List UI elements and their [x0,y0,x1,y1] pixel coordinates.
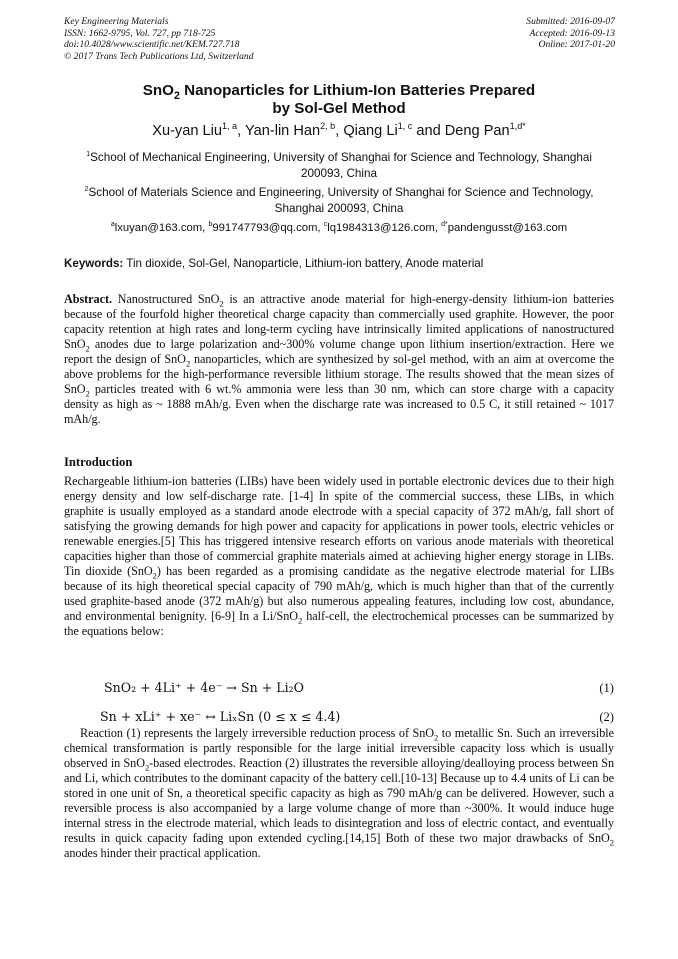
subscript: 2 [219,298,224,309]
affiliation-2 [64,185,614,216]
abstract [64,292,614,427]
abstract-text: anodes due to large polarization and~300% volume change upon lithium insertion/extraction. Here we report the design of SnO [64,337,614,367]
journal-info [64,16,254,62]
equation-body: Sn + xLi⁺ + xe⁻ ↔ LiₓSn (0 ≤ x ≤ 4.4) [100,709,341,724]
date-info [526,16,615,51]
subscript: 2 [185,358,191,369]
title-line1: Nanoparticles for Lithium-Ion Batteries Prepared [179,82,536,99]
intro-paragraph-1 [64,474,614,640]
subscript: 2 [85,388,90,399]
copyright-line: © 2017 Trans Tech Publications Ltd, Switzerland [64,50,254,62]
author-affil-mark: 1,d* [509,121,526,132]
abstract-text: nanoparticles, which are synthesized by sol-gel method, with an aim at overcome the above problems for the high-performance reversible lithium storage. The results showed that the mean sizes of SnO [64,352,615,397]
journal-name: Key Engineering Materials [64,16,169,27]
keywords-text: Tin dioxide, Sol-Gel, Nanoparticle, Lithium-ion battery, Anode material [126,257,484,270]
author-name: Yan-lin Han [244,123,321,139]
author-name: Xu-yan Liu [152,123,222,139]
doi-link[interactable]: doi:10.4028/www.scientific.net/KEM.727.718 [64,39,240,50]
author-name: Deng Pan [444,123,510,139]
subscript: 2 [85,343,90,354]
email-mark: a [110,221,115,229]
email-link[interactable]: lxuyan@163.com [114,222,203,234]
equation-number: (1) [599,681,614,695]
abstract-text: Nanostructured SnO [111,292,220,306]
equation-body: SnO₂ + 4Li⁺ + 4e⁻ → Sn + Li₂O [104,680,305,695]
paper-title [64,82,614,118]
abstract-text: particles treated with 6 wt.% ammonia were less than 30 nm, which can store charge with a capacity density as high as ~ 1888 mAh/g. Even when the discharge rate was increased to 0.5 C, it still retained ~ 1017 mAh/g. [64,382,614,427]
intro-text: anodes hinder their practical application. [64,846,261,861]
title-line2: by Sol-Gel Method [272,100,406,117]
intro-text: -based electrodes. Reaction (2) illustrates the reversible alloying/dealloying process between Sn and Li, which contributes to the dominant capacity of the battery cell.[10-13] Because up to 4.4 units of Li can be stored in one unit of Sn, a theoretical specific capacity as high as 790 mAh/g can be delivered. However, such a reversible process is also accompanied by a large volume change of more than ~300%. It would induce huge internal stress in the electrode material, which leads to disintegration and loss of electric contact, and eventually results in quick capacity fading upon extended cycling.[14,15] Both of these two major drawbacks of SnO [64,756,614,846]
subscript: 2 [609,837,614,848]
subscript: 2 [144,762,150,773]
email-list: $^a$lxuyan@163.com, $^b$991747793@qq.com, $^c$lq1984313@126.com, $^{d*}$pandengusst@163.com [110,221,568,234]
author-affil-mark: 2, b [320,121,336,132]
email-link[interactable]: pandengusst@163.com [447,222,568,234]
abstract-text: is an attractive anode material for high-energy-density lithium-ion batteries because of the fourfold higher theoretical charge capacity than commercially used graphite. However, the poor capacity retention at high rates and long-term cycling have intrinsically limited applications of nanostructured SnO [64,292,614,352]
affil-mark: 2 [84,184,89,194]
equation-number: (2) [599,710,614,724]
email-link[interactable]: lq1984313@126.com [327,222,435,234]
online-date: Online: 2017-01-20 [538,39,615,50]
subscript: 2 [298,615,303,626]
author-affil-mark: 1, a [222,121,238,132]
email-mark: d* [441,221,448,229]
email-mark: b [208,221,213,229]
subscript: 2 [152,570,157,581]
affil-mark: 1 [86,149,91,159]
affil-text: School of Materials Science and Engineering, University of Shanghai for Science and Technology, Shanghai 200093, China [88,186,594,215]
section-heading-introduction: Introduction [64,455,133,469]
intro-text: Rechargeable lithium-ion batteries (LIBs) have been widely used in portable electronic devices due to their high energy density and low self-discharge rate. [1-4] In spite of the commercial success, these LIBs, in which graphite is usually employed as a standard anode electrode with a special capacity of 372 mAh/g, fall short of satisfying the growing demands for high power and capacity for applications in power tools, electric vehicles or renewable energies.[5] This has triggered intensive research efforts on various anode materials with theoretical capacities higher than those of commercial graphite materials aimed at achieving higher energy storage in LIBs. Tin dioxide (SnO [64,474,614,579]
intro-text: half-cell, the electrochemical processes can be summarized by the equations below: [64,609,614,639]
intro-paragraph-2 [64,726,614,861]
intro-text: ) has been regarded as a promising candidate as the negative electrode material for LIBs because of its high theoretical special capacity of 790 mAh/g, which is much higher than that of the currently used graphite-based anode (372 mAh/g) but also numerous appealing features, including low cost, abundance, and environmental benignity. [6-9] In a Li/SnO [64,564,614,624]
author-affil-mark: 1, c [397,121,413,132]
submitted-date: Submitted: 2016-09-07 [526,16,615,27]
keywords-label: Keywords: [64,257,124,270]
intro-text: Reaction (1) represents the largely irreversible reduction process of SnO [80,726,435,740]
author-list: Xu-yan Liu$^{1, a}$, Yan-lin Han$^{2, b}$, Qiang Li$^{1, c}$ and Deng Pan$^{1,d*}$ [152,121,526,139]
issn-line: ISSN: 1662-9795, Vol. 727, pp 718-725 [64,27,216,39]
accepted-date: Accepted: 2016-09-13 [529,27,615,39]
affil-text: School of Mechanical Engineering, University of Shanghai for Science and Technology, Shanghai 200093, China [90,151,592,180]
affiliation-1 [64,150,614,181]
keywords [64,256,614,271]
author-name: Qiang Li [343,123,398,139]
title-subscript: 2 [174,90,180,103]
email-mark: c [323,221,328,229]
title-sn: SnO [142,82,174,99]
email-link[interactable]: 991747793@qq.com [212,222,318,234]
abstract-label: Abstract. [64,292,112,306]
subscript: 2 [434,732,439,743]
intro-text: to metallic Sn. Such an irreversible chemical transformation is partly responsible for the large initial irreversible capacity loss which is usually observed in SnO [64,726,615,771]
